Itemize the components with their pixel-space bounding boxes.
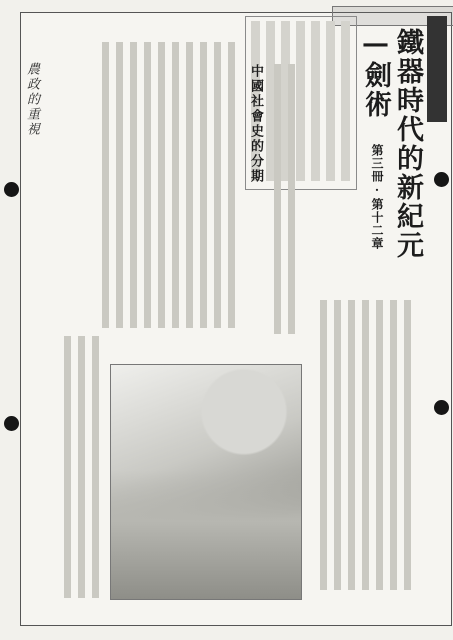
main-title: 鐵器時代的新紀元—劍術 [360,28,423,260]
series-label [427,16,447,122]
punch-hole-bottom-left [4,416,19,431]
body-text-upper-right [270,64,306,334]
body-text-upper [100,42,240,328]
watermark [118,548,414,600]
body-text-lower-left [60,336,100,598]
punch-hole-top-left [4,182,19,197]
margin-note-top-left: 農政的重視 [24,62,39,137]
body-text-lower-right [318,300,418,590]
punch-hole-bottom-right [434,400,449,415]
section-title: 中國社會史的分期 [248,64,263,184]
punch-hole-top-right [434,172,449,187]
chapter-label: 第三冊·第十二章 [370,144,384,250]
